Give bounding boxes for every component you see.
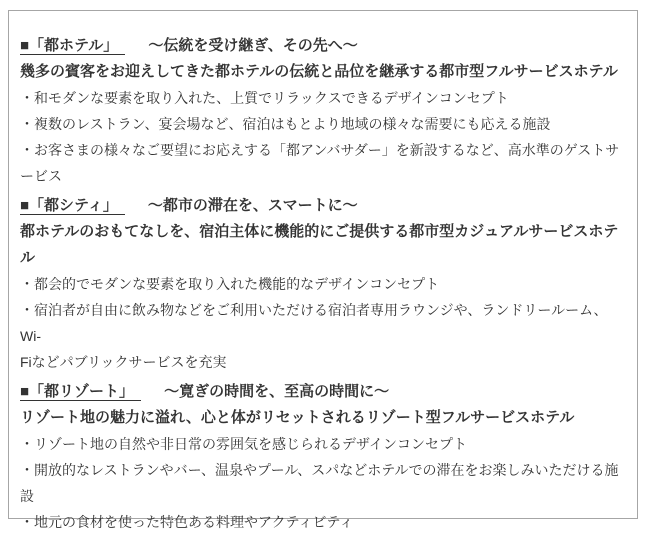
feature-line: ・地元の食材を使った特色ある料理やアクティビティ (20, 514, 354, 530)
feature-line-wrap: Fiなどパブリックサービスを充実 (20, 354, 227, 370)
brand-name-underlined: ■「都シティ」 (20, 197, 125, 215)
section-miyako-resorts (20, 379, 627, 535)
feature-line: ・都会的でモダンな要素を取り入れた機能的なデザインコンセプト (20, 276, 440, 292)
feature-line: ・リゾート地の自然や非日常の雰囲気を感じられるデザインコンセプト (20, 436, 468, 452)
brand-name-underlined: ■「都ホテル」 (20, 37, 125, 55)
brand-overview-panel (8, 10, 638, 530)
feature-line-wrap: 設 (20, 488, 34, 504)
feature-line: ・和モダンな要素を取り入れた、上質でリラックスできるデザインコンセプト (20, 90, 509, 106)
brand-description-line: 都ホテルのおもてなしを、宿泊主体に機能的にご提供する都市型カジュアルサービスホテ (20, 223, 619, 240)
section-miyako-hotels (20, 33, 627, 189)
section-heading (20, 33, 627, 59)
brand-description-line-wrap: ル (20, 249, 36, 266)
feature-line: ・宿泊者が自由に飲み物などをご利用いただける宿泊者専用ラウンジや、ランドリールーム、Wi- (20, 302, 608, 344)
section-heading (20, 193, 627, 219)
brand-tagline: ～伝統を受け継ぎ、その先へ～ (148, 37, 358, 54)
brand-name-underlined: ■「都リゾート」 (20, 383, 141, 401)
feature-line: ・お客さまの様々なご要望にお応えする「都アンバサダー」を新設するなど、高水準のゲストサ (20, 142, 620, 158)
feature-line: ・複数のレストラン、宴会場など、宿泊はもとより地域の様々な需要にも応える施設 (20, 116, 551, 132)
brand-description-line: リゾート地の魅力に溢れ、心と体がリセットされるリゾート型フルサービスホテル (20, 409, 575, 426)
section-heading (20, 379, 627, 405)
brand-tagline: ～寛ぎの時間を、至高の時間に～ (164, 383, 390, 400)
section-miyako-city (20, 193, 627, 375)
brand-description-line: 幾多の賓客をお迎えしてきた都ホテルの伝統と品位を継承する都市型フルサービスホテル (20, 63, 618, 80)
feature-line-wrap: ービス (20, 168, 62, 184)
brand-tagline: ～都市の滞在を、スマートに～ (147, 197, 358, 214)
feature-line: ・開放的なレストランやバー、温泉やプール、スパなどホテルでの滞在をお楽しみいただける施 (20, 462, 619, 478)
